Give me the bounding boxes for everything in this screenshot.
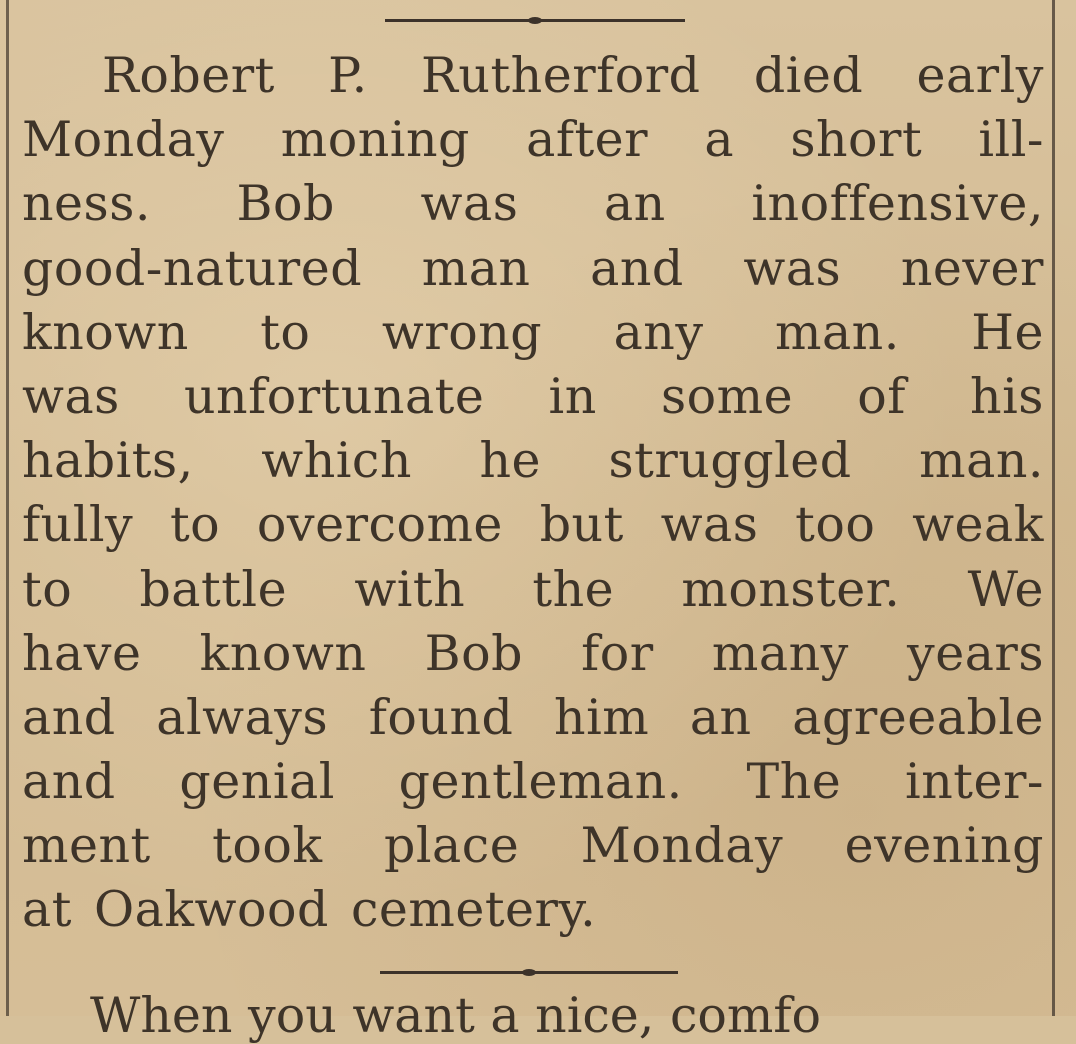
obituary-article: [22, 44, 1044, 943]
article-line-2: Monday moning after a short ill-: [22, 111, 1044, 169]
article-line-13: ment took place Monday evening: [22, 817, 1044, 875]
column-rule-right: [1052, 0, 1055, 1016]
article-line-5: known to wrong any man. He: [22, 303, 1044, 361]
next-article-fragment: [90, 987, 1050, 1044]
article-line-6: was unfortunate in some of his: [22, 367, 1044, 425]
article-line-11: and always found him an agreeable: [22, 688, 1044, 746]
article-line-4: good-natured man and was never: [22, 239, 1044, 297]
divider-ornament: [522, 969, 536, 976]
article-line-7: habits, which he struggled man.: [22, 432, 1044, 490]
next-article-cut-text: When you want a nice, comfo: [90, 987, 822, 1044]
article-line-1: Robert P. Rutherford died early: [102, 47, 1044, 104]
article-line-3: ness. Bob was an inoffensive,: [22, 175, 1044, 233]
divider-ornament: [528, 17, 542, 24]
bottom-divider: [380, 971, 678, 974]
column-rule-left: [6, 0, 9, 1016]
article-line-14: at Oakwood cemetery.: [22, 881, 597, 939]
article-line-8: fully to overcome but was too weak: [22, 496, 1044, 554]
top-divider: [385, 19, 685, 22]
article-line-9: to battle with the monster. We: [22, 560, 1044, 618]
article-line-10: have known Bob for many years: [22, 624, 1044, 682]
article-line-12: and genial gentleman. The inter-: [22, 753, 1044, 811]
